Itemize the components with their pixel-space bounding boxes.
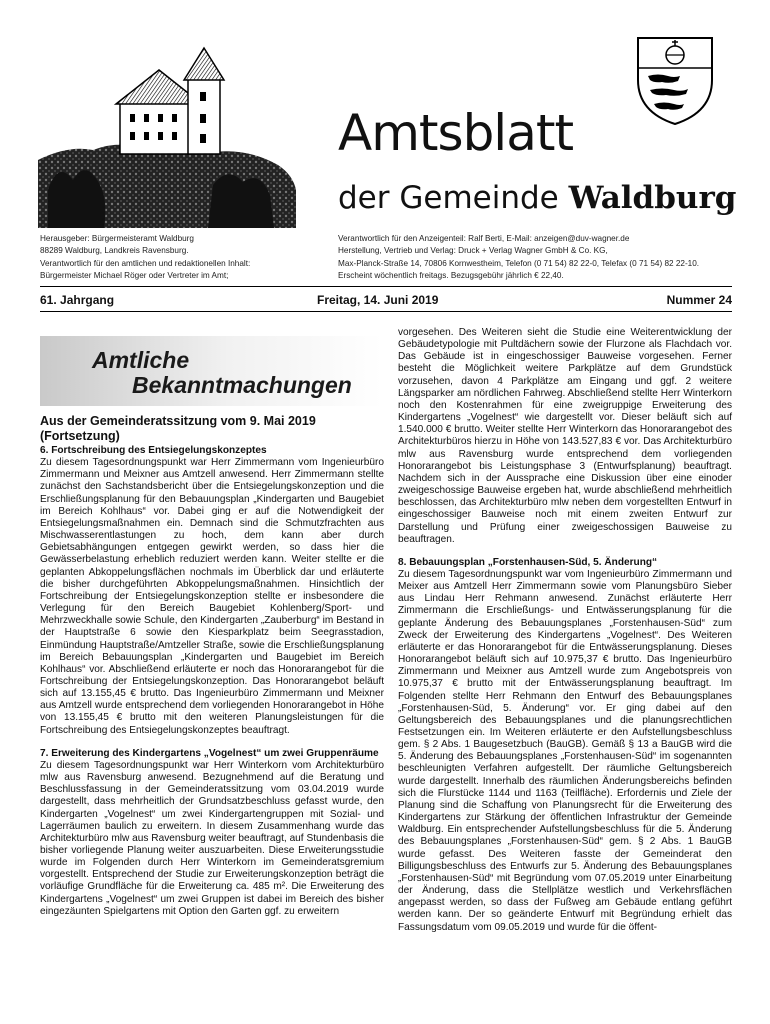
imprint-line: Bürgermeister Michael Röger oder Vertreter im Amt;: [40, 270, 229, 280]
issue-volume: 61. Jahrgang: [40, 293, 115, 307]
banner-line-2: Bekanntmachungen: [132, 372, 352, 398]
imprint-publishing: [338, 233, 733, 282]
imprint-publisher: [40, 233, 305, 282]
imprint-line: 88289 Waldburg, Landkreis Ravensburg.: [40, 246, 189, 256]
masthead-subtitle: [338, 180, 737, 216]
imprint-line: Max-Planck-Straße 14, 70806 Kornwestheim, Telefon (0 71 54) 82 22-0, Telefax (0 71 54) 82 22-10.: [338, 258, 700, 268]
imprint-line: Erscheint wöchentlich freitags. Bezugsgebühr jährlich € 22,40.: [338, 270, 564, 280]
castle-illustration: [38, 40, 296, 228]
section-7-continued: vorgesehen. Des Weiteren sieht die Studie eine Weiterentwicklung der Gebäudetypologie mit Pultdächern sowie der Flurzone als Flachdach vor. Das Gebäude ist in eingeschossiger Bauweise vorgesehen. Ferner besteht die Möglichkeit weitere Parkplätze auf dem Grundstück vorzusehen, davon 4 Parkplätze am Eingang und ggf. 2 weitere Längsparker am nördlichen Fahrweg. Abschließend stellte Herr Winterkorn noch den Kostenrahmen für eine zweigruppige Erweiterung des Kindergartens „Vogelnest“ wie dargestellt vor. Dieser beläuft sich auf 1.540.000 € brutto. Weiter stellte Herr Winterkorn das Honorarangebot des Architekturbüros hierzu in Höhe von 143.527,83 € vor. Das Architekturbüro mlw aus Ravensburg wurde entsprechend dem vorliegenden Honorarangebot bis Leistungsphase 3 (Entwurfsplanung) beauftragt. Nachdem sich in der Aussprache eine Diskussion über eine einoder zweigeschossige Bauweise ergeben hat, wurde abschließend mehrheitlich beschlossen, das Architekturbüro mlw neben dem vorgestellten Entwurf in eingeschossiger Bauweise noch mit einem zweiten Entwurf zur Darstellung und Prüfung einer zweigeschossigen Bauweise zu beauftragen.: [398, 327, 732, 545]
imprint-line: Herausgeber: Bürgermeisteramt Waldburg: [40, 234, 194, 243]
header-rule-bottom: [40, 311, 732, 312]
issue-date: Freitag, 14. Juni 2019: [317, 293, 439, 307]
section-7-title: 7. Erweiterung des Kindergartens „Vogelnest“ um zwei Gruppenräume: [40, 747, 379, 759]
article-heading: Aus der Gemeinderatssitzung vom 9. Mai 2019 (Fortsetzung): [40, 414, 316, 443]
section-8-text: Zu diesem Tagesordnungspunkt war vom Ingenieurbüro Zimmermann und Meixer aus Amtzell Herr Zimmermann sowie vom Planungsbüro Sieber aus Lindau Herr Rehmann anwesend. Zunächst erläuterte Herr Zimmermann die Erschließungs- und Entwässerungsplanung für die geplante Änderung des Bebauungsplanes „Forstenhausen-Süd“ zum Zweck der Erweiterung des Kindergartens „Vogelnest“. Des Weiteren erläuterte er das Honorarangebot für die Entwässerungsplanung. Dieses Honorarangebot beläuft sich auf 10.975,37 € brutto. Das Ingenieurbüro Zimmermann und Meixner aus Amtzell wurde zum Angebotspreis von 10.975,37 € brutto mit der Entwässerungsplanung beauftragt. Im Folgenden stellte Herr Rehmann den Entwurf des Bebauungsplanes „Forstenhausen-Süd, 5. Änderung“ vor. Er ging dabei auf den Geltungsbereich des Bebauungsplanes und die planungsrechtlichen Festsetzungen ein. Im Weiteren erläuterte er den Aufstellungsbeschluss gem. § 2 Abs. 1 Baugesetzbuch (BauGB). Gemäß § 13 a BauGB wird die 5. Änderung des Bebauungsplanes „Forstenhausen-Süd“ im sogenannten beschleunigten Verfahren aufgestellt. Der räumliche Geltungsbereich wurde dargestellt. Innerhalb des räumlichen Änderungsbereichs befinden sich die Flurstücke 1144 und 1163 (Teilfläche). Erfordernis und Ziele der Planung sind die Schaffung von Planungsrecht für die Erweiterung des Kindergartens zur Stärkung der öffentlichen Infrastruktur der Gemeinde Waldburg. Ein entsprechender Aufstellungsbeschluss für die 5. Änderung des Bebauungsplanes „Forstenhausen-Süd“ gem. § 2 Abs. 1 BauGB wurde gefasst. Des Weiteren fasste der Gemeinderat den Billigungsbeschluss des Entwurfs zur 5. Änderung des Bebauungsplanes „Forstenhausen-Süd“ mit Begründung vom 07.05.2019 unter Einarbeitung der Änderung, dass die Stellplätze westlich und Verkehrsflächen angepasst werden, so dass der Fußweg am Gebäude entlang geführt werden kann. Der so geänderte Entwurf mit Begründung erhielt das Fassungsdatum vom 09.05.2019 und wurde für die öffent-: [398, 568, 732, 933]
subtitle-place: Waldburg: [568, 180, 737, 216]
section-7-text: Zu diesem Tagesordnungspunkt war Herr Winterkorn vom Architekturbüro mlw aus Ravensburg anwesend. Bezugnehmend auf die Beratung und Beschlussfassung in der Gemeinderatssitzung vom 03.04.2019 wurde dargestellt, dass mehrheitlich der Grundsatzbeschluss gefasst wurde, den Kindergarten „Vogelnest“ um zwei Kindergartengruppen mit Sozial- und Lagerräumen baulich zu erweitern. In diesem Zusammenhang wurde das Architekturbüro mlw aus Ravensburg weiter beauftragt, auf Stundenbasis die bisher vorliegende Planung weiter auszuarbeiten. Diese Erweiterungsstudie wurde im Folgenden durch Herr Winterkorn im Gemeinderatsgremium vorgestellt. Entsprechend der Studie zur Erweiterungskonzeption beträgt die vorläufige Grundfläche für die Erweiterung ca. 485 m². Die Erweiterung des Kindergartens „Vogelnest“ um zwei Gruppen ist dabei im Bereich des bisher eingezäunten Spielgartens mit Option den Garten ggf. zu erweitern: [40, 759, 384, 917]
imprint-line: Verantwortlich für den amtlichen und redaktionellen Inhalt:: [40, 258, 251, 268]
right-column: [398, 327, 732, 945]
imprint-line: Verantwortlich für den Anzeigenteil: Ralf Berti, E-Mail: anzeigen@duv-wagner.de: [338, 234, 630, 243]
coat-of-arms: [632, 30, 718, 126]
issue-number: Nummer 24: [666, 293, 732, 307]
header-rule-top: [40, 286, 732, 287]
section-8-title: 8. Bebauungsplan „Forstenhausen-Süd, 5. Änderung“: [398, 556, 658, 568]
section-banner: [40, 336, 382, 406]
imprint-line: Herstellung, Vertrieb und Verlag: Druck + Verlag Wagner GmbH & Co. KG,: [338, 246, 608, 256]
masthead-title: Amtsblatt: [338, 104, 574, 162]
left-column: [40, 414, 384, 929]
section-6-text: Zu diesem Tagesordnungspunkt war Herr Zimmermann vom Ingenieurbüro Zimmermann und Meixner aus Amtzell anwesend. Herr Zimmermann stellte zunächst den Sachstandsbericht über die Entsiegelungskonzeption und die Erschließungsplanung für den Bebauungsplan „Kindergarten und Baugebiet im Bereich Kohlhaus“ vor. Dabei ging er auf die Notwendigkeit der Entsiegelungsmaßnahmen ein. Demnach sind die Schmutzfrachten aus Mischwasserentlastungen zu hoch, dem kann aber durch Gebietsabhängungen entgegen gewirkt werden, so dass hier die Gewässerbelastung erheblich reduziert werden kann. Weiter stellte er die geplanten Abkoppelungsflächen nochmals im Überblick dar und erläuterte die bisher durchgeführten Abkoppelungsmaßnahmen. Hinsichtlich der Fortschreibung der Entsiegelungskonzeption stellte er insbesondere die Verlegung für den Bereich Baugebiet Kohlenberg/Sport- und Mehrzweckhalle sowie Schule, den Kindergarten „Zauberburg“ im Bestand in der Hauptstraße 6 sowie den Kiesparkplatz beim Seegrasstadion, Einmündung Hauptstraße/Amtzeller Straße, sowie die Erschließungsplanung im Bereich Bebauungsplan „Kindergarten und Baugebiet im Bereich Kohlhaus“ vor. Abschließend erläuterte er noch das Honorarangebot für die Fortschreibung der Entsiegelungskonzeption. Das Honorarangebot beläuft sich auf 13.155,45 € brutto. Das Ingenieurbüro Zimmermann und Meixner aus Amtzell wurde entsprechend dem vorliegenden Honorarangebot in Höhe von 13.155,45 € brutto mit den weiteren Planungsleistungen für die Fortschreibung des Entsiegelungskonzeptes beauftragt.: [40, 457, 384, 736]
banner-line-1: Amtliche: [92, 347, 190, 373]
subtitle-prefix: der Gemeinde: [338, 180, 569, 216]
section-6-title: 6. Fortschreibung des Entsiegelungskonzeptes: [40, 445, 267, 456]
